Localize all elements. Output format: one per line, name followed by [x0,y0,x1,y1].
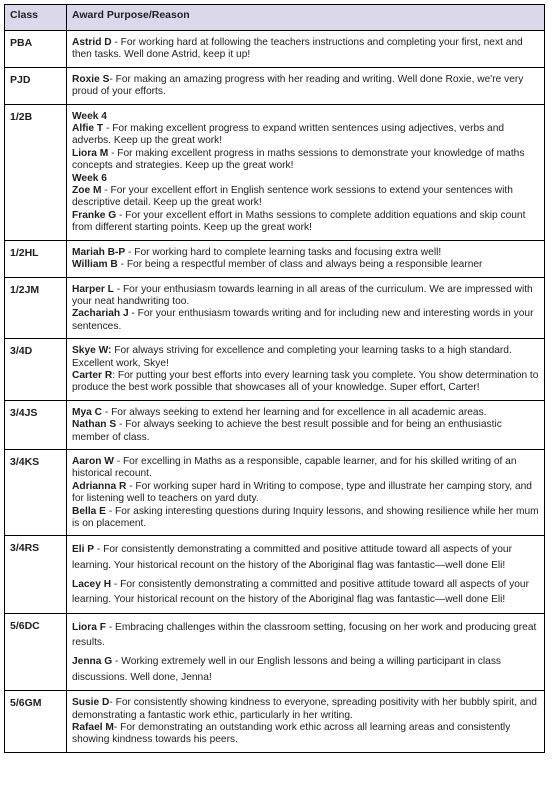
award-entry [72,481,539,506]
student-name: Eli P [72,544,95,556]
student-name: Adrianna R [72,480,127,492]
award-entry [72,506,539,531]
award-entry [72,259,539,271]
award-entry [72,577,539,608]
award-entry [72,419,539,444]
award-reason: For always striving for excellence and completing your learning tasks to a high standard. Excellent work, Skye! [72,345,512,369]
award-entry [72,654,539,685]
award-reason: - For being a respectful member of class and always being a responsible learner [117,259,483,271]
student-name: Susie D [72,697,110,709]
class-cell: 3/4D [5,339,67,401]
award-entry [72,37,539,62]
award-entry [72,148,539,173]
student-name: Bella E [72,505,106,517]
reason-cell [67,613,545,690]
student-name: Rafael M [72,721,114,733]
table-row [5,67,545,104]
student-name: Mariah B-P [72,246,126,258]
table-row [5,691,545,753]
award-reason: - For working hard to complete learning tasks and focusing extra well! [125,246,442,258]
award-reason: - For demonstrating an outstanding work ethic across all learning areas and consistently showing kindness towards his peers. [72,721,511,746]
class-cell: 1/2HL [5,240,67,277]
student-name: Liora F [72,621,106,633]
class-cell: 1/2B [5,104,67,240]
student-name: Mya C [72,406,103,418]
student-name: Franke G [72,209,117,221]
reason-cell [67,31,545,68]
award-reason: - For making excellent progress in maths sessions to demonstrate your knowledge of maths concepts and strategies. Keep up the great work! [72,147,525,172]
award-reason: - For consistently demonstrating a committed and positive attitude toward all aspects of your learning. Your historical recount on the history of the Aboriginal flag was fantastic—well done Eli! [72,578,529,606]
award-entry [72,123,539,148]
table-row [5,277,545,339]
award-entry [72,620,539,651]
award-entry [72,456,539,481]
class-cell: 1/2JM [5,277,67,339]
award-reason: - For your enthusiasm towards writing and for including new and interesting words in your sentences. [72,308,534,332]
award-reason: - For asking interesting questions during Inquiry lessons, and showing resilience while her mum is on placement. [72,505,539,529]
award-reason: - For always seeking to achieve the best result possible and for being an enthusiastic member of class. [72,419,502,443]
reason-cell [67,536,545,613]
week-heading: Week 6 [72,172,107,184]
student-name: Astrid D [72,37,112,48]
awards-document [4,4,544,753]
table-row [5,536,545,613]
class-cell: 5/6GM [5,691,67,753]
award-reason: - For making an amazing progress with her reading and writing. Well done Roxie, we're very proud of your efforts. [72,73,524,98]
class-cell: PJD [5,67,67,104]
reason-cell [67,449,545,535]
student-name: Carter R [72,369,113,381]
reason-cell [67,277,545,339]
award-entry [72,345,539,370]
student-name: Lacey H [72,578,112,590]
award-reason: - For your excellent effort in English sentence work sessions to extend your sentences with descriptive detail. Keep up the great work! [72,185,513,209]
award-reason: - For working super hard in Writing to compose, type and illustrate her camping story, and for listening well to teachers on yard duty. [72,480,532,505]
table-header-row [5,5,545,31]
table-row [5,104,545,240]
student-name: Alfie T [72,123,104,135]
award-reason: : For putting your best efforts into every learning task you complete. You show determination to produce the best work possible that showcases all of your knowledge. Super effort, Carter! [72,369,539,394]
table-row [5,613,545,690]
student-name: Harper L [72,283,114,295]
student-name: Liora M [72,147,109,159]
award-entry [72,247,539,259]
table-row [5,31,545,68]
student-name: Nathan S [72,419,117,431]
award-entry [72,185,539,210]
class-cell: PBA [5,31,67,68]
reason-cell [67,691,545,753]
reason-cell [67,240,545,277]
award-entry [72,210,539,235]
award-reason: - For excelling in Maths as a responsible, capable learner, and for his skilled writing of an historical recount. [72,455,517,480]
award-entry [72,74,539,99]
award-entry [72,697,539,722]
student-name: Skye W: [72,345,112,357]
student-name: Roxie S [72,73,110,85]
week-heading: Week 4 [72,110,107,122]
table-row [5,240,545,277]
table-row [5,339,545,401]
award-reason: - For consistently showing kindness to everyone, spreading positivity with her bubbly spirit, and demonstrating a fantastic work ethic, particularly in her writing. [72,697,537,721]
class-cell: 5/6DC [5,613,67,690]
awards-table-body [5,31,545,753]
award-entry [72,722,539,747]
award-reason: - For consistently demonstrating a committed and positive attitude toward all aspects of your learning. Your historical recount on the history of the Aboriginal flag was fantastic—well done Eli! [72,544,512,571]
award-reason: - For your excellent effort in Maths sessions to complete addition equations and skip count from different starting points. Keep up the great work! [72,209,526,234]
awards-table [4,4,545,753]
award-reason: - For always seeking to extend her learning and for excellence in all academic areas. [102,406,487,418]
reason-cell [67,67,545,104]
table-row [5,400,545,449]
reason-column-header: Award Purpose/Reason [67,5,545,31]
award-reason: - For your enthusiasm towards learning in all areas of the curriculum. We are impressed with your neat handwriting too. [72,283,533,307]
class-cell: 3/4KS [5,449,67,535]
award-entry [72,284,539,309]
award-entry [72,407,539,419]
student-name: Zoe M [72,185,102,197]
award-entry [72,308,539,333]
class-column-header: Class [5,5,67,31]
award-entry [72,542,539,573]
class-cell: 3/4RS [5,536,67,613]
table-row [5,449,545,535]
award-entry [72,370,539,395]
award-reason: - Embracing challenges within the classroom setting, focusing on her work and producing great results. [72,621,537,649]
award-reason: - For working hard at following the teachers instructions and completing your first, next and then tasks. Well done Astrid, keep it up! [72,37,523,61]
student-name: Zachariah J [72,308,129,320]
award-reason: - For making excellent progress to expand written sentences using adjectives, verbs and adverbs. Keep up the great work! [72,123,505,147]
class-cell: 3/4JS [5,400,67,449]
reason-cell [67,339,545,401]
reason-cell [67,104,545,240]
student-name: Jenna G [72,655,113,667]
student-name: Aaron W [72,455,114,467]
reason-cell [67,400,545,449]
award-reason: - Working extremely well in our English lessons and being a willing participant in class discussions. Well done, Jenna! [72,655,502,683]
student-name: William B [72,259,118,271]
